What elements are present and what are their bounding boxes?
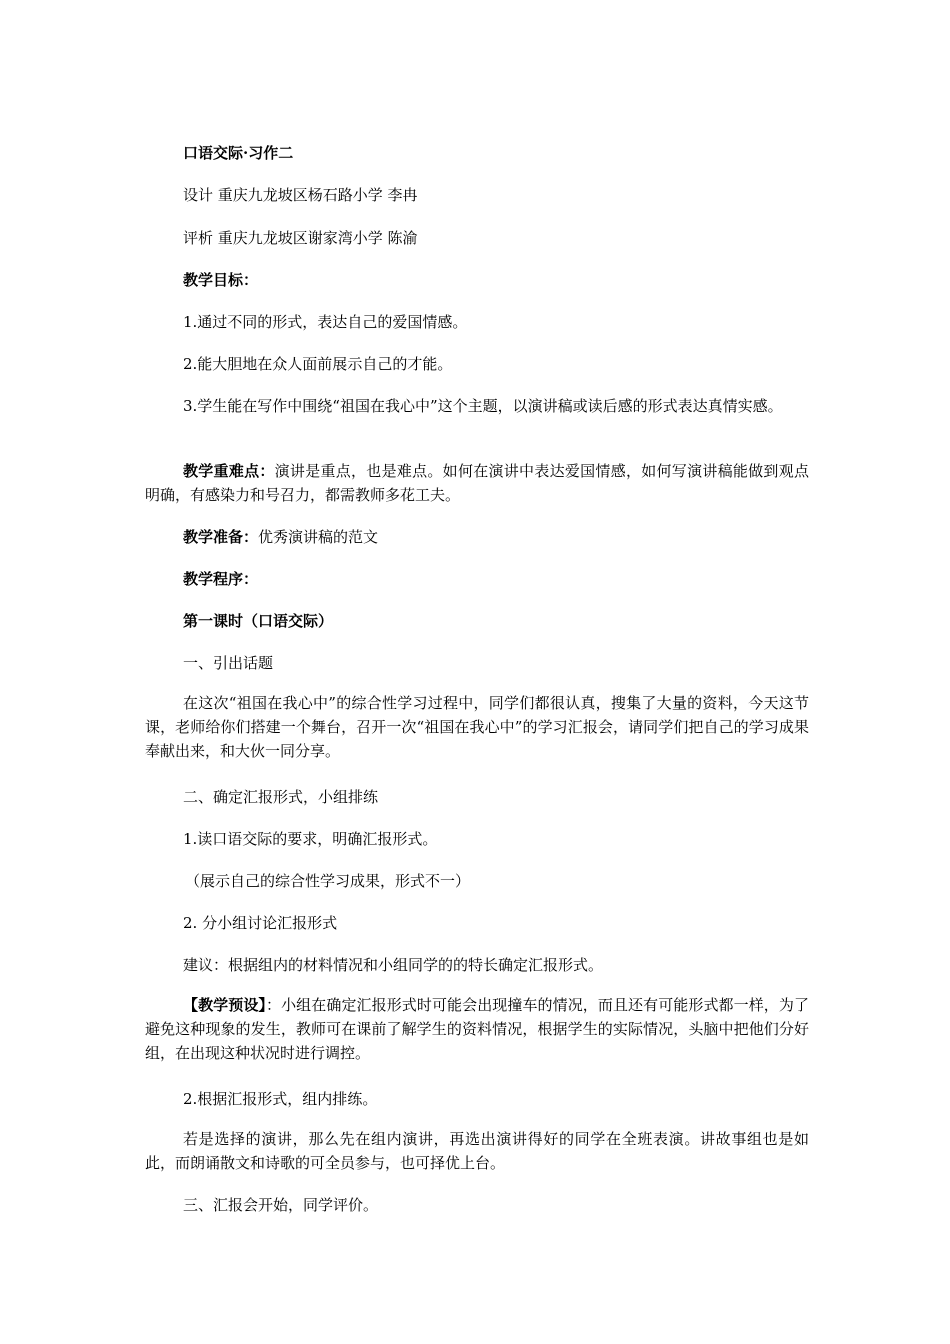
section2-item-3: 2.根据汇报形式，组内排练。 [183, 1090, 378, 1108]
section2-item-1: 1.读口语交际的要求，明确汇报形式。 [183, 830, 438, 848]
design-credit: 设计 重庆九龙坡区杨石路小学 李冉 [183, 186, 418, 204]
section1-paragraph: 在这次“祖国在我心中”的综合性学习过程中，同学们都很认真，搜集了大量的资料，今天这节课，老师给你们搭建一个舞台，召开一次“祖国在我心中”的学习汇报会，请同学们把自己的学习成果奉献出来，和大伙一同分享。 [145, 694, 809, 760]
difficulty-text: 演讲是重点，也是难点。如何在演讲中表达爱国情感，如何写演讲稿能做到观点明确，有感染力和号召力，都需教师多花工夫。 [145, 462, 809, 504]
procedure-heading: 教学程序： [183, 570, 259, 588]
preset-text: ：小组在确定汇报形式时可能会出现撞车的情况，而且还有可能形式都一样，为了避免这种现象的发生，教师可在课前了解学生的资料情况，根据学生的实际情况，头脑中把他们分好组，在出现这种状况时进行调控。 [145, 996, 809, 1062]
section3-heading: 三、汇报会开始，同学评价。 [183, 1196, 379, 1214]
section2-item-2: 2. 分小组讨论汇报形式 [183, 914, 338, 932]
goal-item-2: 2.能大胆地在众人面前展示自己的才能。 [183, 355, 453, 373]
prep-text: 优秀演讲稿的范文 [258, 528, 379, 546]
difficulty-paragraph [145, 459, 809, 507]
suggestion-line: 建议：根据组内的材料情况和小组同学的的特长确定汇报形式。 [183, 956, 604, 974]
goal-item-1: 1.通过不同的形式，表达自己的爱国情感。 [183, 313, 468, 331]
prep-label: 教学准备： [183, 528, 259, 546]
section2-note: （展示自己的综合性学习成果，形式不一） [185, 872, 471, 890]
section2-item-3-paragraph: 若是选择的演讲，那么先在组内演讲，再选出演讲得好的同学在全班表演。讲故事组也是如此，而朗诵散文和诗歌的可全员参与，也可择优上台。 [145, 1130, 809, 1172]
goal-item-3: 3.学生能在写作中围绕“祖国在我心中”这个主题，以演讲稿或读后感的形式表达真情实感。 [183, 397, 783, 415]
review-credit: 评析 重庆九龙坡区谢家湾小学 陈渝 [183, 229, 418, 247]
doc-title: 口语交际·习作二 [183, 144, 294, 162]
prep-paragraph [183, 527, 378, 547]
goals-heading: 教学目标： [183, 271, 259, 289]
section2-heading: 二、确定汇报形式，小组排练 [183, 788, 379, 806]
section1-heading: 一、引出话题 [183, 654, 274, 672]
preset-label: 【教学预设】 [183, 996, 267, 1014]
difficulty-label: 教学重难点： [183, 462, 275, 480]
lesson1-heading: 第一课时（口语交际） [183, 612, 334, 630]
preset-paragraph [145, 993, 809, 1065]
